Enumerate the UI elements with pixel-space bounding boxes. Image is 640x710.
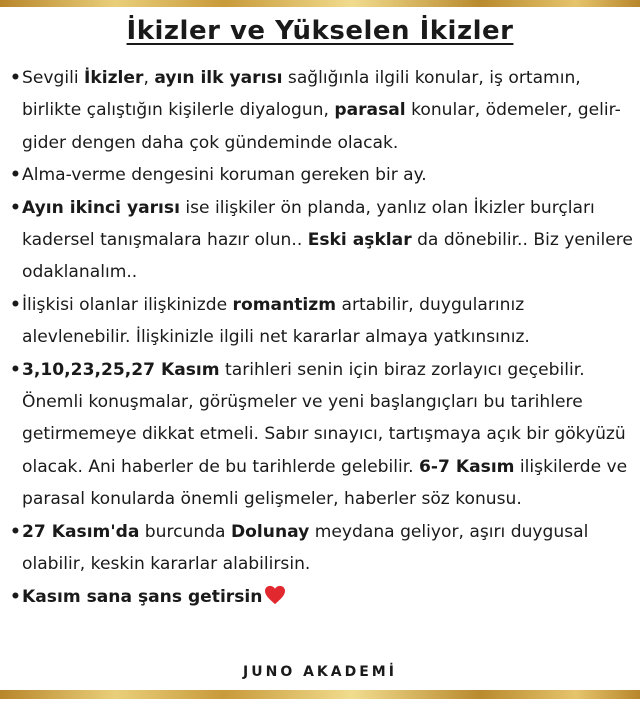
bullet-dot: •	[10, 359, 21, 380]
brand-footer: JUNO AKADEMİ	[243, 664, 397, 680]
bullet-item: • Kasım sana şans getirsin	[10, 581, 636, 616]
bullet-dot: •	[10, 586, 21, 607]
bullet-dot: •	[10, 521, 21, 542]
top-gold-border	[0, 0, 640, 7]
bottom-gold-border	[0, 690, 640, 699]
bullet-dot: •	[10, 197, 21, 218]
bullet-item: • 27 Kasım'da burcunda Dolunay meydana geliyor, aşırı duygusal olabilir, keskin kararlar alabilirsin.	[10, 516, 636, 581]
bullet-dot: •	[10, 165, 21, 186]
bullet-item: • 3,10,23,25,27 Kasım tarihleri senin için biraz zorlayıcı geçebilir. Önemli konuşmalar, görüşmeler ve yeni başlangıçları bu tarihlere getirmemeye dikkat etmeli. Sabır sınayıcı, tartışmaya açık bir gökyüzü olacak. Ani haberler de bu tarihlerde gelebilir. 6-7 Kasım ilişkilerde ve parasal konularda önemli gelişmeler, haberler söz konusu.	[10, 354, 636, 516]
bullet-item: • İlişkisi olanlar ilişkinizde romantizm artabilir, duygularınız alevlenebilir. İlişkinizle ilgili net kararlar almaya yatkınsınız.	[10, 289, 636, 354]
bullet-dot: •	[10, 68, 21, 88]
page-title: İkizler ve Yükselen İkizler	[126, 16, 514, 46]
bullet-dot: •	[10, 294, 21, 315]
bullet-item: • Sevgili İkizler, ayın ilk yarısı sağlığınla ilgili konular, iş ortamın, birlikte çalıştığın kişilerle diyalogun, parasal konular, ödemeler, gelir-gider dengen daha çok gündeminde olacak.	[10, 62, 636, 159]
bullet-item: • Ayın ikinci yarısı ise ilişkiler ön planda, yanlız olan İkizler burçları kadersel tanışmalara hazır olun.. Eski aşklar da dönebilir.. Biz yenilere odaklanalım..	[10, 192, 636, 289]
bullet-item: • Alma-verme dengesini koruman gereken bir ay.	[10, 159, 636, 191]
heart-icon	[264, 584, 286, 616]
bullet-list	[10, 62, 636, 616]
